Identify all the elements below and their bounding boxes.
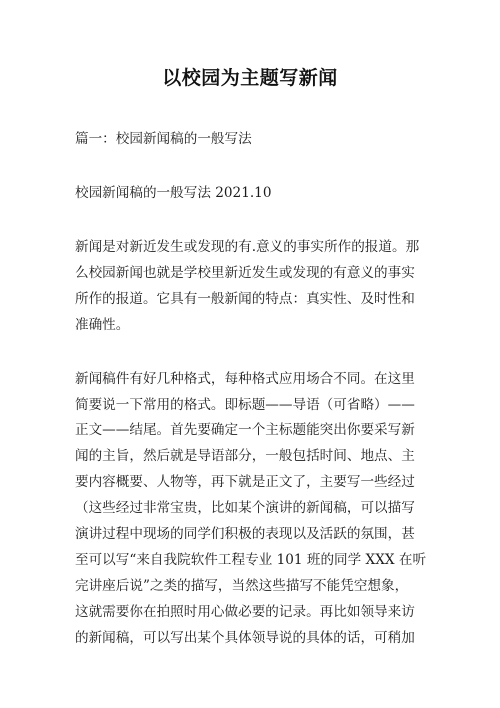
paragraph2-line: 闻的主旨，然后就是导语部分，一般包括时间、地点、主 bbox=[75, 448, 415, 464]
paragraph2-line: 简要说一下常用的格式。即标题——导语（可省略）—— bbox=[75, 397, 415, 413]
paragraph2-line: 新闻稿件有好几种格式，每种格式应用场合不同。在这里 bbox=[75, 371, 415, 387]
paragraph2-line: 演讲过程中现场的同学们积极的表现以及活跃的氛围，甚 bbox=[75, 526, 415, 542]
paragraph1-line: 么校园新闻也就是学校里新近发生或发现的有意义的事实 bbox=[75, 265, 415, 281]
paragraph1-line: 新闻是对新近发生或发现的有.意义的事实所作的报道。那 bbox=[75, 239, 420, 255]
paragraph2-line: 这就需要你在拍照时用心做必要的记录。再比如领导来访 bbox=[75, 604, 415, 620]
paragraph2-line: （这些经过非常宝贵，比如某个演讲的新闻稿，可以描写 bbox=[75, 500, 415, 516]
paragraph2-line: 正文——结尾。首先要确定一个主标题能突出你要采写新 bbox=[75, 422, 415, 438]
paragraph1-line: 准确性。 bbox=[75, 317, 130, 333]
paragraph2-line: 完讲座后说”之类的描写，当然这些描写不能凭空想象， bbox=[75, 578, 409, 594]
paragraph2-line: 至可以写“来自我院软件工程专业 101 班的同学 XXX 在听 bbox=[75, 552, 427, 568]
subheading: 校园新闻稿的一般写法 2021.10 bbox=[75, 185, 272, 201]
paragraph2-line: 的新闻稿，可以写出某个具体领导说的具体的话，可稍加 bbox=[75, 630, 415, 646]
paragraph1-line: 所作的报道。它具有一般新闻的特点：真实性、及时性和 bbox=[75, 291, 415, 307]
section-heading: 篇一：校园新闻稿的一般写法 bbox=[75, 131, 252, 147]
paragraph2-line: 要内容概要、人物等，再下就是正文了，主要写一些经过 bbox=[75, 474, 415, 490]
document-title: 以校园为主题写新闻 bbox=[162, 67, 338, 89]
